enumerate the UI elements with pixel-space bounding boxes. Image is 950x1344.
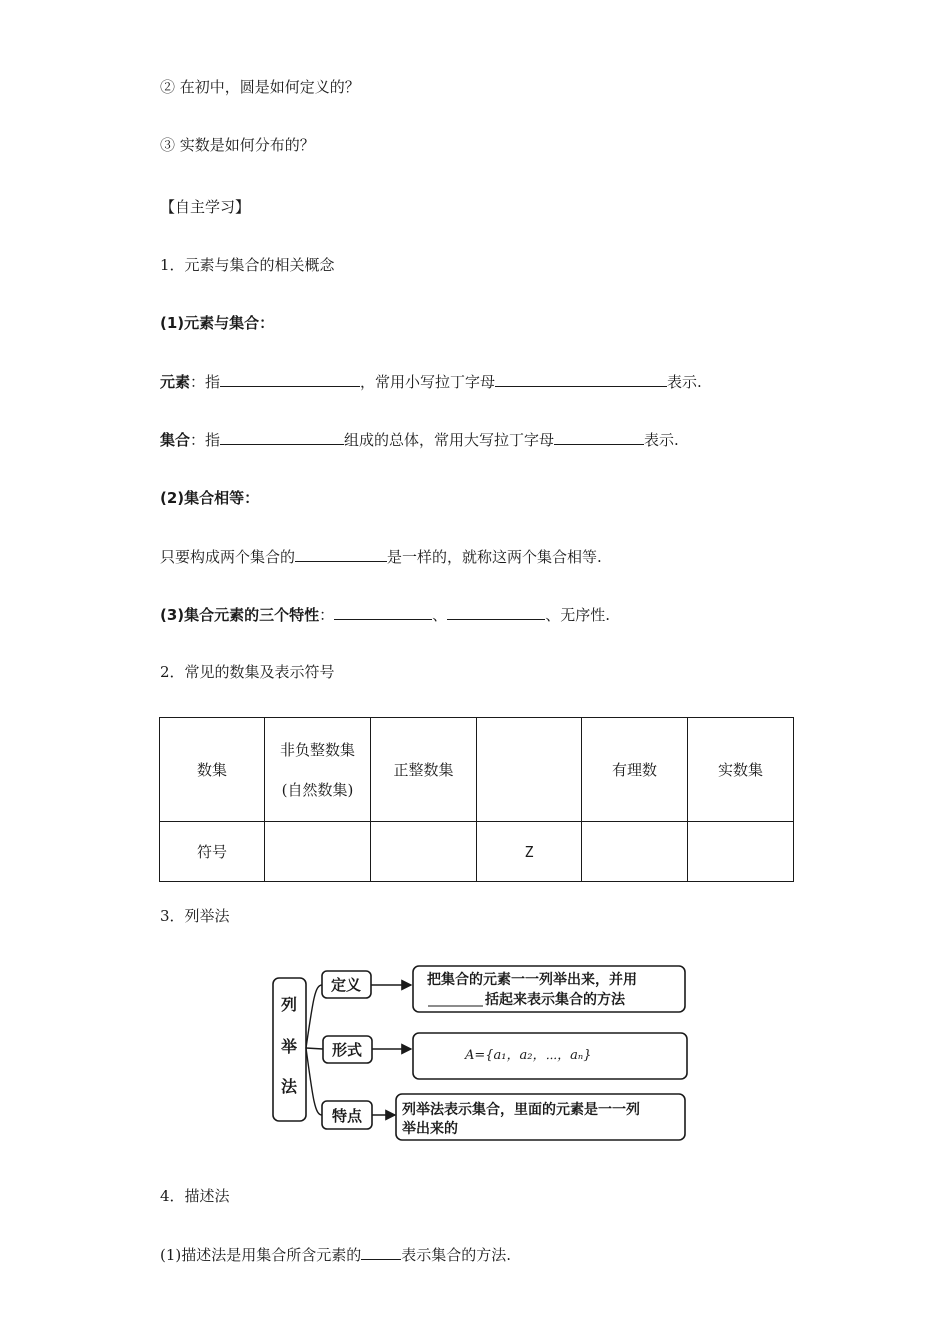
definition-line-1: 把集合的元素一一列举出来，并用 bbox=[427, 972, 637, 988]
table-cell[interactable] bbox=[265, 822, 371, 882]
subheading-element-and-set: (1)元素与集合： bbox=[160, 314, 275, 332]
element-blank-1[interactable] bbox=[220, 371, 360, 387]
properties-sep-2: 、 bbox=[432, 606, 448, 624]
branch-connector bbox=[306, 1048, 322, 1115]
set-term: 集合 bbox=[160, 431, 191, 449]
heading-4: 4．描述法 bbox=[160, 1187, 230, 1205]
feature-line-2: 举出来的 bbox=[402, 1121, 458, 1137]
table-cell: 符号 bbox=[160, 822, 265, 882]
element-text-b: ，常用小写拉丁字母 bbox=[360, 373, 496, 391]
question-2: ② 在初中，圆是如何定义的？ bbox=[160, 78, 360, 96]
form-formula: A={a₁，a₂，⋯，aₙ} bbox=[465, 1048, 592, 1063]
table-row bbox=[160, 718, 794, 822]
branch-connector bbox=[306, 1048, 323, 1049]
table-cell: 实数集 bbox=[688, 718, 794, 822]
table-cell[interactable] bbox=[582, 822, 688, 882]
element-text-c: 表示. bbox=[667, 373, 702, 391]
main-char: 举 bbox=[280, 1037, 298, 1056]
cell-line: 非负整数集 bbox=[279, 740, 355, 759]
element-definition bbox=[160, 371, 702, 392]
element-blank-2[interactable] bbox=[495, 371, 667, 387]
branch-label-feature: 特点 bbox=[331, 1107, 363, 1125]
set-equality-text bbox=[160, 546, 602, 567]
cell-line: (自然数集) bbox=[281, 780, 354, 799]
number-sets-table bbox=[159, 717, 794, 882]
table-cell: 正整数集 bbox=[371, 718, 477, 822]
branch-label-form: 形式 bbox=[331, 1041, 363, 1059]
question-3: ③ 实数是如何分布的？ bbox=[160, 136, 315, 154]
set-text-b: 组成的总体，常用大写拉丁字母 bbox=[344, 431, 555, 449]
equality-text-b: 是一样的，就称这两个集合相等. bbox=[387, 548, 602, 566]
three-properties bbox=[160, 604, 610, 625]
description-method-item-1 bbox=[160, 1244, 511, 1265]
set-text-c: 表示. bbox=[644, 431, 679, 449]
feature-line-1: 列举法表示集合，里面的元素是一一列 bbox=[402, 1102, 640, 1118]
table-cell: 数集 bbox=[160, 718, 265, 822]
set-text-a: ：指 bbox=[190, 431, 221, 449]
properties-sep-3: 、无序性. bbox=[545, 606, 610, 624]
heading-2: 2．常见的数集及表示符号 bbox=[160, 663, 335, 681]
set-blank-2[interactable] bbox=[554, 429, 644, 445]
definition-line-2: 括起来表示集合的方法 bbox=[485, 992, 625, 1008]
equality-blank[interactable] bbox=[295, 546, 387, 562]
main-char: 法 bbox=[280, 1077, 298, 1096]
table-cell: Z bbox=[477, 822, 582, 882]
equality-text-a: 只要构成两个集合的 bbox=[160, 548, 296, 566]
description-text-b: 表示集合的方法. bbox=[401, 1246, 512, 1264]
set-definition bbox=[160, 429, 679, 450]
heading-3: 3．列举法 bbox=[160, 907, 230, 925]
enumeration-diagram bbox=[265, 960, 695, 1160]
set-blank-1[interactable] bbox=[220, 429, 344, 445]
element-text-a: ：指 bbox=[190, 373, 221, 391]
description-text-a: (1)描述法是用集合所含元素的 bbox=[160, 1246, 362, 1264]
main-char: 列 bbox=[280, 995, 298, 1014]
table-cell bbox=[265, 718, 371, 822]
property-blank-2[interactable] bbox=[447, 604, 545, 620]
table-cell[interactable] bbox=[477, 718, 582, 822]
branch-connector bbox=[306, 985, 322, 1048]
branch-label-definition: 定义 bbox=[330, 976, 362, 994]
table-cell: 有理数 bbox=[582, 718, 688, 822]
heading-1: 1．元素与集合的相关概念 bbox=[160, 256, 335, 274]
property-blank-1[interactable] bbox=[334, 604, 432, 620]
description-blank[interactable] bbox=[361, 1244, 401, 1260]
table-cell[interactable] bbox=[371, 822, 477, 882]
section-title: 【自主学习】 bbox=[160, 198, 251, 216]
table-cell[interactable] bbox=[688, 822, 794, 882]
three-properties-label: (3)集合元素的三个特性 bbox=[160, 606, 320, 624]
subheading-set-equality: (2)集合相等： bbox=[160, 489, 260, 507]
element-term: 元素 bbox=[160, 373, 191, 391]
properties-sep-1: ： bbox=[319, 606, 335, 624]
table-row bbox=[160, 822, 794, 882]
